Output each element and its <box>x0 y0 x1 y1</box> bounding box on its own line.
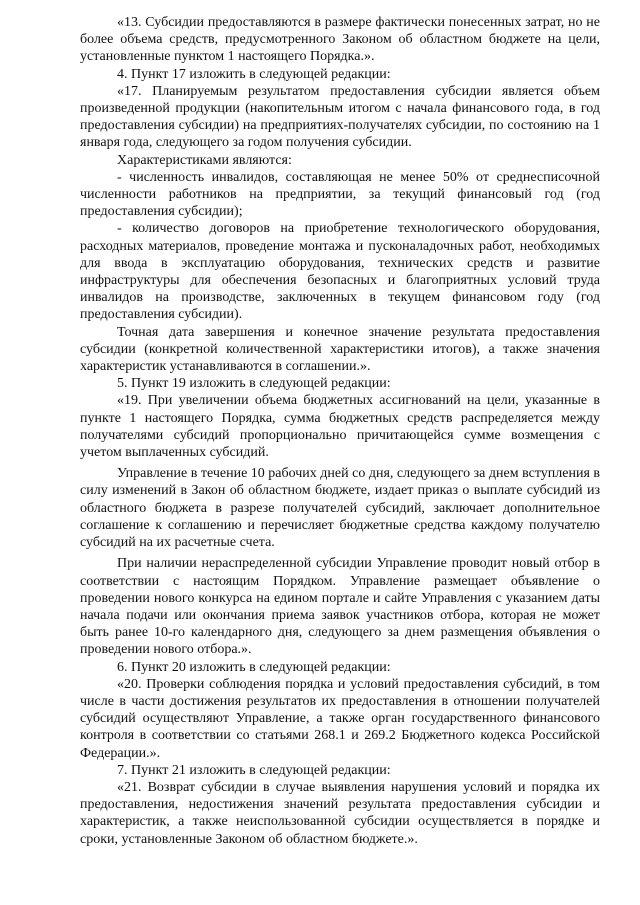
document-page <box>80 14 600 848</box>
paragraph-item-17: «17. Планируемым результатом предоставления субсидии является объем произведенной продукции (накопительным итогом с начала финансового года, в год предоставления субсидии) на предприятиях-получателях субсидии, по состоянию на 1 января года, следующего за годом получения субсидии. <box>80 83 600 151</box>
paragraph-characteristic-1: - численность инвалидов, составляющая не менее 50% от среднесписочной численности работников на предприятии, за текущий финансовый год (год предоставления субсидии); <box>80 169 600 220</box>
paragraph-management-order: Управление в течение 10 рабочих дней со дня, следующего за днем вступления в силу изменений в Закон об областном бюджете, издает приказ о выплате субсидий из областного бюджета в разрезе получателей субсидий, заключает дополнительное соглашение к соглашению и перечисляет бюджетные средства каждому получателю субсидий на их расчетные счета. <box>80 466 600 551</box>
paragraph-amend-19: 5. Пункт 19 изложить в следующей редакции: <box>117 376 391 392</box>
paragraph-amend-20: 6. Пункт 20 изложить в следующей редакции: <box>117 659 391 675</box>
paragraph-item-20: «20. Проверки соблюдения порядка и условий предоставления субсидий, в том числе в части достижения результатов их предоставления в отношении получателей субсидий осуществляют Управление, а также орган государственного финансового контроля в соответствии со статьями 268.1 и 269.2 Бюджетного кодекса Российской Федерации.». <box>80 676 600 761</box>
paragraph-item-21: «21. Возврат субсидии в случае выявления нарушения условий и порядка их предоставления, недостижения значений результата предоставления субсидии и характеристик, а также неиспользованной субсидии осуществляется в порядке и сроки, установленные Законом об областном бюджете.». <box>80 779 600 847</box>
paragraph-characteristic-2: - количество договоров на приобретение технологического оборудования, расходных материалов, проведение монтажа и пусконаладочных работ, необходимых для ввода в эксплуатацию оборудования, технических средств и развитие инфраструктуры для обеспечения безопасных и благоприятных условий труда инвалидов на производстве, заключенных в текущем финансовом году (год предоставления субсидии). <box>80 221 600 323</box>
paragraph-amend-21: 7. Пункт 21 изложить в следующей редакции: <box>117 762 391 778</box>
paragraph-characteristics-heading: Характеристиками являются: <box>117 152 292 168</box>
paragraph-result-date: Точная дата завершения и конечное значение результата предоставления субсидии (конкретной количественной характеристики итогов), а также значения характеристик устанавливаются в соглашении.». <box>80 324 600 375</box>
paragraph-item-19: «19. При увеличении объема бюджетных ассигнований на цели, указанные в пункте 1 настоящего Порядка, сумма бюджетных средств распределяется между получателями субсидий пропорционально причитающейся сумме возмещения с учетом выплаченных субсидий. <box>80 393 600 461</box>
paragraph-amend-17: 4. Пункт 17 изложить в следующей редакции: <box>117 66 391 82</box>
paragraph-new-selection: При наличии нераспределенной субсидии Управление проводит новый отбор в соответствии с настоящим Порядком. Управление размещает объявление о проведении нового конкурса на едином портале и сайте Управления с указанием даты начала подачи или окончания приема заявок участников отбора, которая не может быть ранее 10-го календарного дня, следующего за днем размещения объявления о проведении нового отбора.». <box>80 556 600 658</box>
paragraph-item-13: «13. Субсидии предоставляются в размере фактически понесенных затрат, но не более объема средств, предусмотренного Законом об областном бюджете на цели, установленные пунктом 1 настоящего Порядка.». <box>80 15 600 65</box>
